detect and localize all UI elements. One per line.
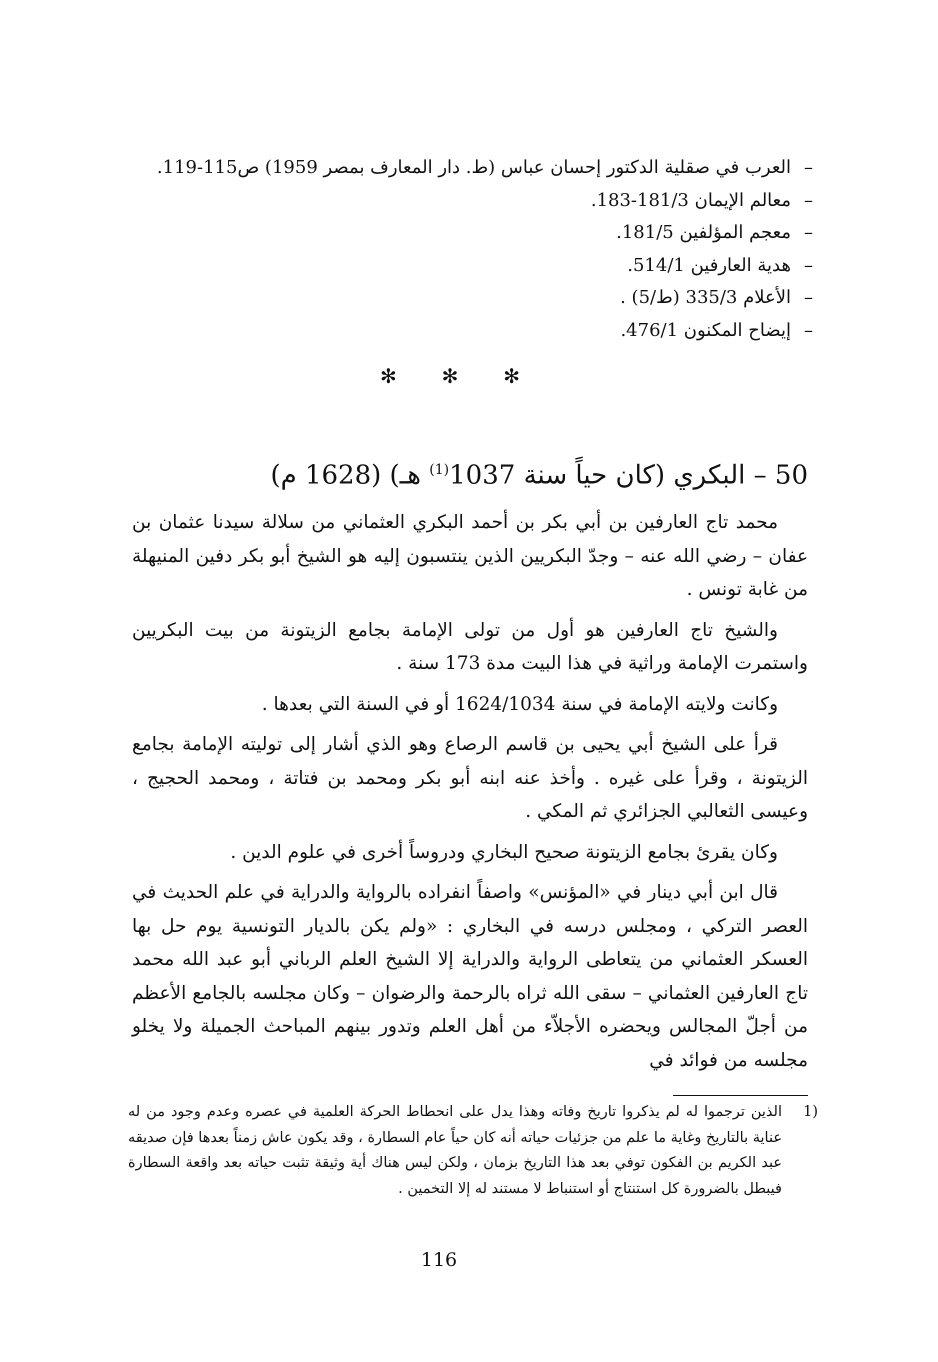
asterisk-icon: ✻ [441, 364, 459, 388]
reference-text: الأعلام 335/3 (ط/5) . [620, 287, 791, 308]
footnote-divider [673, 1095, 808, 1096]
footnote-reference: (1) [429, 462, 450, 478]
asterisk-icon: ✻ [380, 364, 397, 388]
footnote [128, 1100, 818, 1202]
reference-item [173, 185, 813, 218]
reference-text: معجم المؤلفين 181/5. [616, 222, 791, 243]
reference-text: معالم الإيمان 181/3-183. [590, 189, 791, 211]
heading-text-start: 50 – البكري (كان حياً سنة 1037 [449, 460, 808, 491]
list-dash: – [804, 189, 813, 211]
reference-item [173, 250, 813, 283]
entry-heading [270, 448, 808, 498]
paragraph: وكانت ولايته الإمامة في سنة 1624/1034 أو في السنة التي بعدها . [261, 693, 778, 715]
paragraph: والشيخ تاج العارفين هو أول من تولى الإمامة بجامع الزيتونة من بيت البكريين واستمرت الإمامة وراثية في هذا البيت مدة 173 سنة . [132, 619, 808, 674]
page-number: 116 [420, 1249, 458, 1271]
reference-text: العرب في صقلية الدكتور إحسان عباس (ط. دار المعارف بمصر 1959) ص115-119. [156, 157, 791, 178]
reference-item [173, 282, 813, 315]
entry-body [132, 506, 808, 1084]
footnote-text: الذين ترجموا له لم يذكروا تاريخ وفاته وهذا يدل على انحطاط الحركة العلمية في عصره وعدم وجود من له عناية بالتاريخ وغاية ما علم من جزئيات حياته أنه كان حياً عام السطارة ، وقد يكون عاش زمناً بعدها فإن صديقه عبد الكريم بن الفكون توفي بعد هذا التاريخ بزمان ، ولكن ليس هناك أية وثيقة تثبت حياته بعد واقعة السطارة فيبطل بالضرورة كل استنتاج أو استنباط لا مستند له إلا التخمين . [128, 1104, 782, 1197]
paragraph: وكان يقرئ بجامع الزيتونة صحيح البخاري ودروساً أخرى في علوم الدين . [230, 841, 778, 863]
reference-item [156, 152, 813, 185]
reference-item [173, 217, 813, 250]
heading-text-end: هـ) (1628 م) [270, 460, 430, 491]
paragraph: قال ابن أبي دينار في «المؤنس» واصفاً انفراده بالرواية والدراية في علم الحديث في العصر التركي ، ومجلس درسه في البخاري : «ولم يكن بالديار التونسية يوم حل بها العسكر العثماني من يتعاطى الرواية والدراية إلا الشيخ العلم الرباني أبو عبد الله محمد تاج العارفين العثماني – سقى الله ثراه بالرحمة والرضوان – وكان مجلسه بالجامع الأعظم من أجلّ المجالس ويحضره الأجلاّء من أهل العلم وتدور بينهم المباحث الجميلة ولا يخلو مجلسه من فوائد في [132, 882, 808, 1071]
list-dash: – [804, 157, 813, 178]
reference-list [156, 152, 813, 347]
reference-text: هدية العارفين 514/1. [627, 254, 791, 276]
section-separator [380, 364, 520, 388]
reference-item [173, 315, 813, 348]
list-dash: – [804, 319, 813, 341]
paragraph: قرأ على الشيخ أبي يحيى بن قاسم الرصاع وهو الذي أشار إلى توليته الإمامة بجامع الزيتونة ، وقرأ على غيره . وأخذ عنه ابنه أبو بكر ومحمد بن فتاتة ، ومحمد الحجيج ، وعيسى الثعالبي الجزائري ثم المكي . [132, 734, 808, 822]
list-dash: – [804, 254, 813, 276]
asterisk-icon: ✻ [503, 364, 520, 388]
list-dash: – [804, 222, 813, 243]
footnote-number: 1) [803, 1104, 818, 1120]
paragraph: محمد تاج العارفين بن أبي بكر بن أحمد البكري العثماني من سلالة سيدنا عثمان بن عفان – رضي الله عنه – وجدّ البكريين الذين ينتسبون إليه هو الشيخ أبو بكر دفين المنيهلة من غابة تونس . [132, 512, 808, 600]
reference-text: إيضاح المكنون 476/1. [620, 319, 791, 341]
list-dash: – [804, 287, 813, 308]
